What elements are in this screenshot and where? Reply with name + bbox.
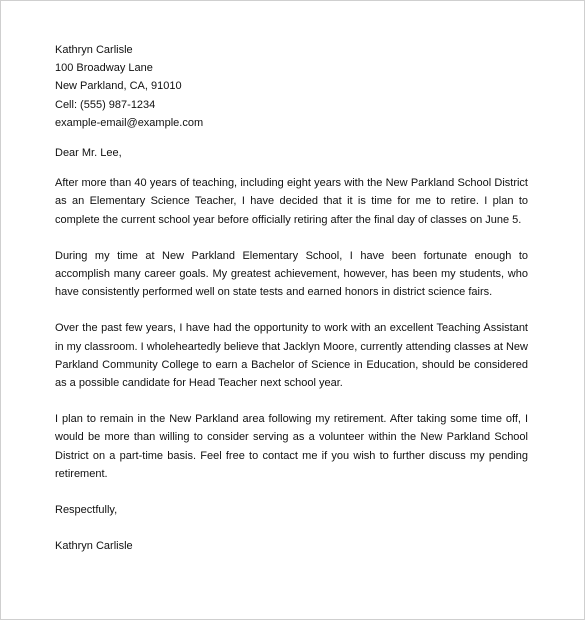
body-paragraph-2: During my time at New Parkland Elementary School, I have been fortunate enough to accomplish many career goals. My greatest achievement, however, has been my students, who have consistently performed well on state tests and earned honors in district science fairs. [55,249,528,299]
closing: Respectfully, [55,504,118,517]
sender-cell: Cell: (555) 987-1234 [55,98,156,111]
sender-address-block [55,41,528,132]
sender-email: example-email@example.com [55,116,204,129]
sender-street: 100 Broadway Lane [55,62,153,75]
body-paragraph-4: I plan to remain in the New Parkland area following my retirement. After taking some time off, I would be more than willing to consider serving as a volunteer within the New Parkland School District on a part-time basis. Feel free to contact me if you wish to further discuss my pending retirement. [55,413,528,480]
body-paragraph-1: After more than 40 years of teaching, including eight years with the New Parkland School District as an Elementary Science Teacher, I have decided that it is time for me to retire. I plan to complete the current school year before officially retiring after the final day of classes on June 5. [55,177,528,226]
sender-city-state-zip: New Parkland, CA, 91010 [55,80,182,93]
signature-name: Kathryn Carlisle [55,540,133,553]
salutation: Dear Mr. Lee, [55,147,122,160]
letter-body [55,41,528,555]
sender-name: Kathryn Carlisle [55,44,133,56]
body-paragraph-3: Over the past few years, I have had the opportunity to work with an excellent Teaching Assistant in my classroom. I wholeheartedly believe that Jacklyn Moore, currently attending classes at New Parkland Community College to earn a Bachelor of Science in Education, should be considered as a possible candidate for Head Teacher next school year. [55,322,528,390]
